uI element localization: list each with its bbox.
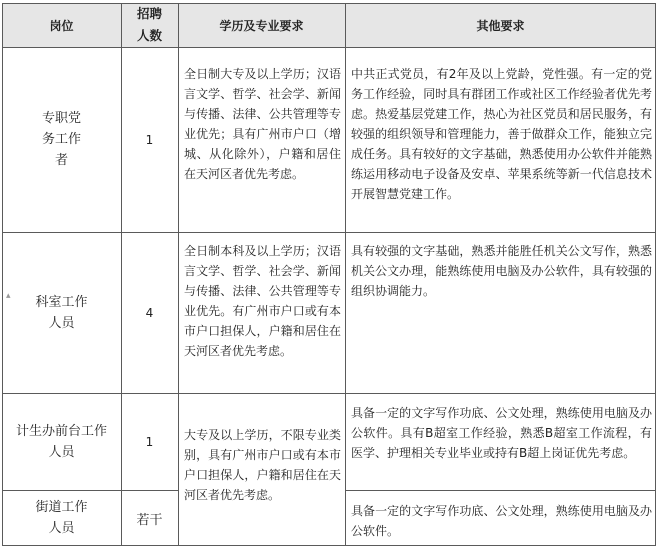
row4-other: 具备一定的文字写作功底、公文处理，熟练使用电脑及办公软件。 <box>351 504 652 538</box>
row1-education: 全日制大专及以上学历；汉语言文学、哲学、社会学、新闻与传播、法律、公共管理等专业优先；具有广州市户口（增城、从化除外），户籍和居住在天河区者优先考虑。 <box>184 67 341 181</box>
row2-count: 4 <box>145 305 154 320</box>
border-row3-right <box>345 490 656 491</box>
border-col2 <box>178 3 179 546</box>
row1-count: 1 <box>145 132 154 147</box>
border-left <box>2 3 3 546</box>
border-row1 <box>2 232 656 233</box>
header-other: 其他要求 <box>345 3 656 47</box>
row2-position: 科室工作人员 <box>35 294 88 331</box>
row1-position: 专职党务工作者 <box>41 111 81 168</box>
recruitment-table <box>2 3 656 546</box>
border-bottom <box>2 545 656 546</box>
border-header <box>2 47 656 48</box>
border-row3-left <box>2 490 178 491</box>
row1-other: 中共正式党员，有2年及以上党龄，党性强。有一定的党务工作经验，同时具有群团工作或社区工作经验者优先考虑。热爱基层党建工作，热心为社区党员和居民服务，有较强的组织领导和管理能力，善于做群众工作，能独立完成任务。具有较好的文字基础，熟悉使用办公软件并能熟练运用移动电子设备及安卓、苹果系统等新一代信息技术开展智慧党建工作。 <box>351 67 652 201</box>
row3-count: 1 <box>145 434 154 449</box>
border-col3 <box>345 3 346 546</box>
header-education: 学历及专业要求 <box>178 3 345 47</box>
header-count: 招聘人数 <box>121 3 178 47</box>
row4-count: 若干 <box>136 512 163 528</box>
border-top <box>2 3 656 4</box>
border-row2 <box>2 393 656 394</box>
row2-other: 具有较强的文字基础，熟悉并能胜任机关公文写作，熟悉机关公文办理，能熟练使用电脑及办公软件，具有较强的组织协调能力。 <box>351 244 652 298</box>
header-position: 岗位 <box>2 3 121 47</box>
row4-position: 街道工作人员 <box>35 500 88 536</box>
cursor-mark-icon: ▴ <box>6 291 11 301</box>
row2-education: 全日制本科及以上学历；汉语言文学、哲学、社会学、新闻与传播、法律、公共管理等专业优先。有广州市户口或有本市户口担保人，户籍和居住在天河区者优先考虑。 <box>184 244 341 358</box>
row3-position: 计生办前台工作人员 <box>15 423 107 460</box>
row3-other: 具备一定的文字写作功底、公文处理，熟练使用电脑及办公软件。具有B超室工作经验，熟悉B超室工作流程，有医学、护理相关专业毕业或持有B超上岗证优先考虑。 <box>351 406 652 460</box>
border-col1 <box>121 3 122 546</box>
shared-education: 大专及以上学历，不限专业类别，具有广州市户口或有本市户口担保人，户籍和居住在天河区者优先考虑。 <box>184 428 341 502</box>
border-right <box>655 3 656 546</box>
